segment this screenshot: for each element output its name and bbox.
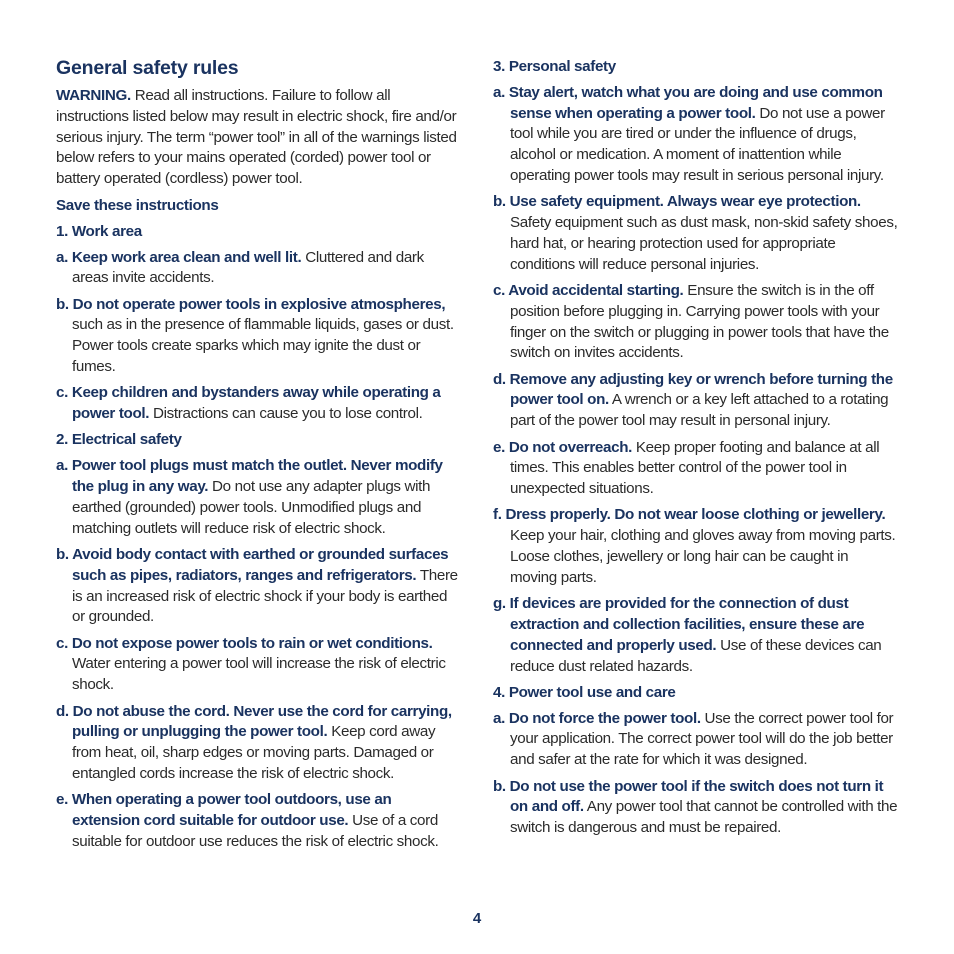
rule-text: Use of these devices can reduce dust related hazards.: [510, 636, 882, 675]
rule-bold: a. Do not force the power tool.: [493, 709, 701, 727]
rule-bold: a. Keep work area clean and well lit.: [56, 248, 302, 266]
rule-text: Cluttered and dark areas invite accidents.: [72, 248, 424, 287]
warning-text: Read all instructions. Failure to follow all instructions listed below may result in electric shock, fire and/or serious injury. The term “power tool” in all of the warnings listed below refers to your mains operated (corded) power tool or battery operated (cordless) power tool.: [56, 87, 457, 188]
save-instructions: Save these instructions: [56, 196, 219, 214]
rule-bold: c. Do not expose power tools to rain or wet conditions.: [56, 634, 433, 652]
rule-bold: b. Do not operate power tools in explosive atmospheres,: [56, 295, 446, 313]
warning-paragraph: [56, 86, 461, 190]
section-heading-personal: 3. Personal safety: [493, 58, 616, 75]
rule-text: Keep your hair, clothing and gloves away from moving parts. Loose clothes, jewellery or long hair can be caught in moving parts.: [510, 527, 896, 586]
rule-bold: b. Do not use the power tool if the switch does not turn it on and off.: [493, 777, 884, 816]
rule-electrical-a: [56, 456, 461, 539]
rule-bold: d. Remove any adjusting key or wrench before turning the power tool on.: [493, 370, 893, 409]
rule-bold: a. Power tool plugs must match the outlet. Never modify the plug in any way.: [56, 457, 443, 496]
rule-bold: b. Avoid body contact with earthed or grounded surfaces such as pipes, radiators, ranges and refrigerators.: [56, 545, 449, 584]
rule-electrical-e: [56, 790, 461, 852]
rule-text: Do not use a power tool while you are tired or under the influence of drugs, alcohol or medication. A moment of inattention while operating power tools may result in serious personal injury.: [510, 104, 885, 184]
rule-electrical-d: [56, 702, 461, 785]
rule-personal-d: [493, 370, 898, 432]
rule-bold: c. Keep children and bystanders away while operating a power tool.: [56, 384, 441, 423]
rule-personal-e: [493, 438, 898, 500]
rule-personal-f: [493, 505, 898, 588]
rule-electrical-c: [56, 634, 461, 696]
right-column: [493, 57, 898, 844]
rule-personal-b: [493, 192, 898, 275]
rule-text: A wrench or a key left attached to a rotating part of the power tool may result in personal injury.: [510, 391, 889, 430]
section-heading-tool-use: 4. Power tool use and care: [493, 683, 676, 701]
rule-personal-g: [493, 594, 898, 677]
rule-text: Do not use any adapter plugs with earthed (grounded) power tools. Unmodified plugs and matching outlets will reduce risk of electric shock.: [72, 478, 431, 537]
page-title: General safety rules: [56, 57, 239, 79]
rule-personal-a: [493, 83, 898, 187]
rule-tool-use-b: [493, 777, 898, 839]
rule-bold: g. If devices are provided for the connection of dust extraction and collection facilities, ensure these are connected and properly used.: [493, 595, 865, 654]
rule-text: Keep proper footing and balance at all times. This enables better control of the power tool in unexpected situations.: [510, 438, 880, 498]
left-column: [56, 57, 461, 858]
rule-text: such as in the presence of flammable liquids, gases or dust. Power tools create sparks which may ignite the dust or fumes.: [72, 316, 454, 376]
section-heading-electrical: 2. Electrical safety: [56, 431, 182, 449]
rule-text: Use of a cord suitable for outdoor use reduces the risk of electric shock.: [72, 812, 439, 850]
rule-text: Use the correct power tool for your application. The correct power tool will do the job better and safer at the rate for which it was designed.: [510, 709, 894, 769]
rule-bold: d. Do not abuse the cord. Never use the cord for carrying, pulling or unplugging the power tool.: [56, 702, 452, 741]
warning-label: WARNING.: [56, 87, 131, 104]
rule-tool-use-a: [493, 709, 898, 771]
rule-electrical-b: [56, 545, 461, 628]
rule-bold: a. Stay alert, watch what you are doing and use common sense when operating a power tool.: [493, 83, 883, 122]
rule-bold: e. Do not overreach.: [493, 438, 633, 456]
section-heading-work-area: 1. Work area: [56, 222, 142, 240]
rule-text: Water entering a power tool will increase the risk of electric shock.: [72, 655, 446, 694]
rule-personal-c: [493, 281, 898, 364]
rule-bold: c. Avoid accidental starting.: [493, 281, 684, 299]
rule-text: There is an increased risk of electric shock if your body is earthed or grounded.: [72, 566, 458, 626]
rule-text: Distractions can cause you to lose control.: [149, 405, 423, 423]
rule-bold: e. When operating a power tool outdoors, use an extension cord suitable for outdoor use.: [56, 791, 392, 829]
rule-text: Ensure the switch is in the off position before plugging in. Carrying power tools with your finger on the switch or plugging in power tools that have the switch on invites accidents.: [510, 281, 889, 362]
rule-text: Safety equipment such as dust mask, non-skid safety shoes, hard hat, or hearing protection used for appropriate conditions will reduce personal injuries.: [510, 214, 898, 273]
rule-bold: b. Use safety equipment. Always wear eye protection.: [493, 193, 861, 211]
page-number: 4: [472, 910, 482, 927]
rule-work-area-b: [56, 295, 461, 378]
rule-work-area-c: [56, 383, 461, 425]
rule-bold: f. Dress properly. Do not wear loose clothing or jewellery.: [493, 506, 886, 524]
rule-text: Keep cord away from heat, oil, sharp edges or moving parts. Damaged or entangled cords increase the risk of electric shock.: [72, 723, 436, 782]
rule-work-area-a: [56, 248, 461, 290]
rule-text: Any power tool that cannot be controlled with the switch is dangerous and must be repaired.: [510, 798, 898, 837]
